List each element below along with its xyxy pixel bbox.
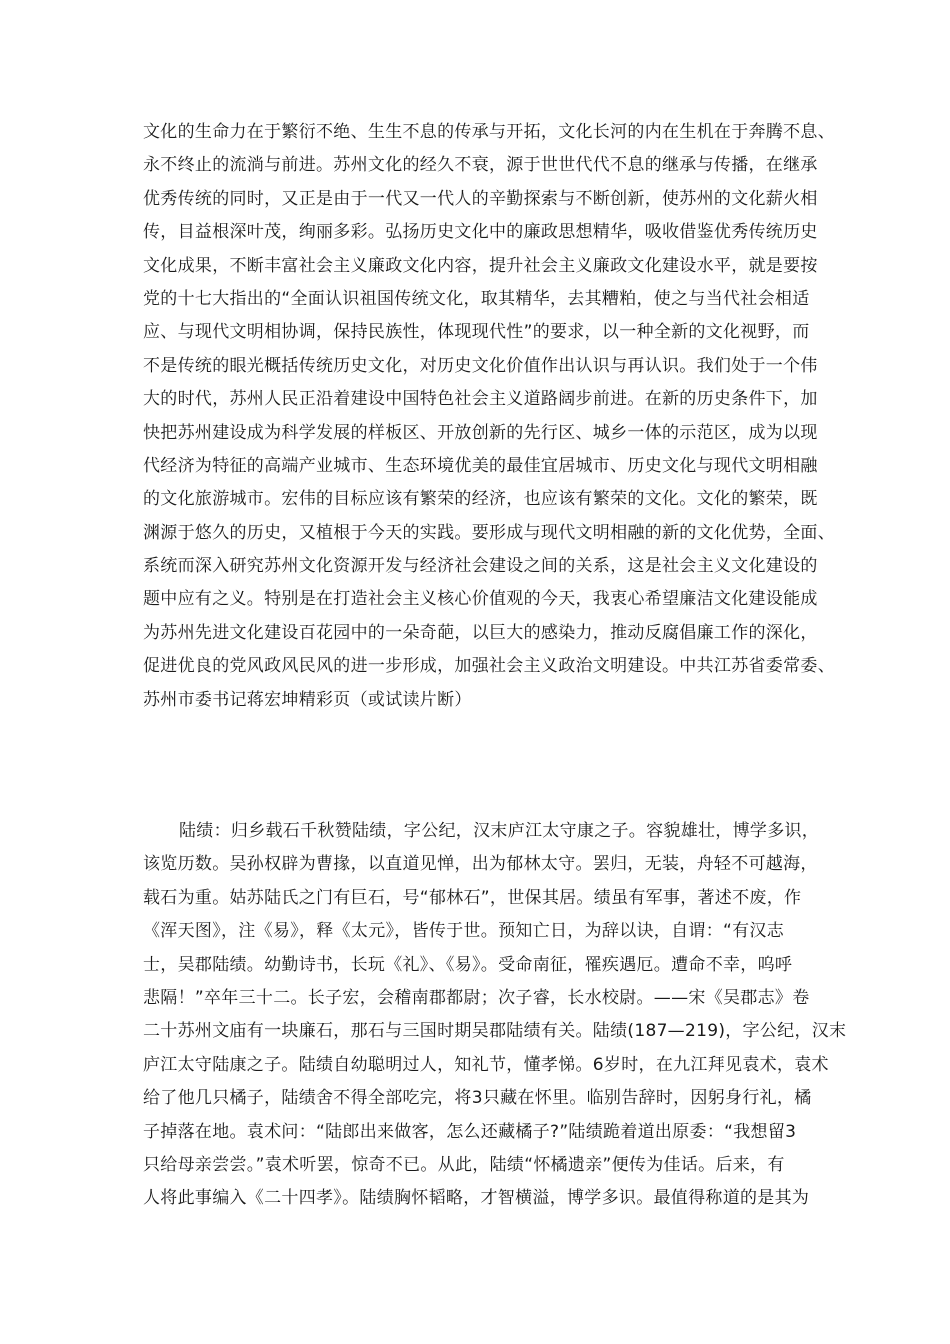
text-line: 庐江太守陆康之子。陆绩自幼聪明过人，知礼节，懂孝悌。6岁时，在九江拜见袁术，袁术 (143, 1054, 829, 1075)
text-line: 不是传统的眼光概括传统历史文化，对历史文化价值作出认识与再认识。我们处于一个伟 (143, 355, 818, 376)
text-line: 大的时代，苏州人民正沿着建设中国特色社会主义道路阔步前进。在新的历史条件下，加 (143, 389, 818, 410)
text-line: 子掉落在地。袁术问：“陆郎出来做客，怎么还藏橘子?”陆绩跪着道出原委：“我想留3 (143, 1121, 797, 1142)
text-line: 代经济为特征的高端产业城市、生态环境优美的最佳宜居城市、历史文化与现代文明相融 (143, 455, 818, 476)
text-line: 的文化旅游城市。宏伟的目标应该有繁荣的经济，也应该有繁荣的文化。文化的繁荣，既 (143, 489, 818, 510)
text-line: 陆绩：归乡载石千秋赞陆绩，字公纪，汉末庐江太守康之子。容貌雄壮，博学多识， (179, 821, 820, 841)
text-line: 文化成果，不断丰富社会主义廉政文化内容，提升社会主义廉政文化建设水平，就是要按 (143, 255, 818, 276)
text-line: 载石为重。姑苏陆氏之门有巨石，号“郁林石”，世保其居。绩虽有军事，著述不废，作 (143, 887, 802, 908)
paragraph-suzhou-culture (143, 116, 835, 717)
text-line: 士，吴郡陆绩。幼勤诗书，长玩《礼》、《易》。受命南征，罹疾遇厄。遭命不幸，呜呼 (143, 954, 793, 975)
text-line: 二十苏州文庙有一块廉石，那石与三国时期吴郡陆绩有关。陆绩(187—219)，字公纪，汉末 (143, 1021, 847, 1042)
text-line: 文化的生命力在于繁衍不绝、生生不息的传承与开拓，文化长河的内在生机在于奔腾不息、 (143, 122, 835, 142)
text-line: 快把苏州建设成为科学发展的样板区、开放创新的先行区、城乡一体的示范区，成为以现 (143, 422, 818, 443)
text-line: 促进优良的党风政风民风的进一步形成，加强社会主义政治文明建设。中共江苏省委常委、 (143, 656, 835, 677)
text-line: 永不终止的流淌与前进。苏州文化的经久不衰，源于世世代代不息的继承与传播，在继承 (143, 155, 818, 176)
text-line: 《浑天图》，注《易》，释《太元》，皆传于世。预知亡日，为辞以诀，自谓：“有汉志 (143, 921, 785, 942)
text-line: 人将此事编入《二十四孝》。陆绩胸怀韬略，才智横溢，博学多识。最值得称道的是其为 (143, 1188, 810, 1209)
text-line: 系统而深入研究苏州文化资源开发与经济社会建设之间的关系，这是社会主义文化建设的 (143, 556, 818, 577)
text-line: 为苏州先进文化建设百花园中的一朵奇葩，以巨大的感染力，推动反腐倡廉工作的深化， (143, 622, 818, 643)
paragraph-lu-ji (143, 815, 847, 1216)
text-line: 党的十七大指出的“全面认识祖国传统文化，取其精华，去其糟粕，使之与当代社会相适 (143, 288, 810, 309)
text-line: 只给母亲尝尝。”袁术听罢，惊奇不已。从此，陆绩“怀橘遗亲”便传为佳话。后来，有 (143, 1154, 785, 1175)
text-line: 给了他几只橘子，陆绩舍不得全部吃完，将3只藏在怀里。临别告辞时，因躬身行礼，橘 (143, 1088, 812, 1109)
text-line: 应、与现代文明相协调，保持民族性，体现现代性”的要求，以一种全新的文化视野，而 (143, 322, 810, 343)
text-line: 题中应有之义。特别是在打造社会主义核心价值观的今天，我衷心希望廉洁文化建设能成 (143, 589, 818, 610)
text-line: 优秀传统的同时，又正是由于一代又一代人的辛勤探索与不断创新，使苏州的文化薪火相 (143, 188, 818, 209)
text-line: 渊源于悠久的历史，又植根于今天的实践。要形成与现代文明相融的新的文化优势，全面、 (143, 522, 835, 543)
text-line: 传，目益根深叶茂，绚丽多彩。弘扬历史文化中的廉政思想精华，吸收借鉴优秀传统历史 (143, 222, 818, 243)
text-line: 悲隔！”卒年三十二。长子宏，会稽南郡都尉；次子睿，长水校尉。——宋《吴郡志》卷 (143, 987, 810, 1008)
text-line: 苏州市委书记蒋宏坤精彩页（或试读片断） (143, 689, 472, 710)
text-line: 该览历数。吴孙权辟为曹掾，以直道见惮，出为郁林太守。罢归，无装，舟轻不可越海， (143, 854, 818, 875)
